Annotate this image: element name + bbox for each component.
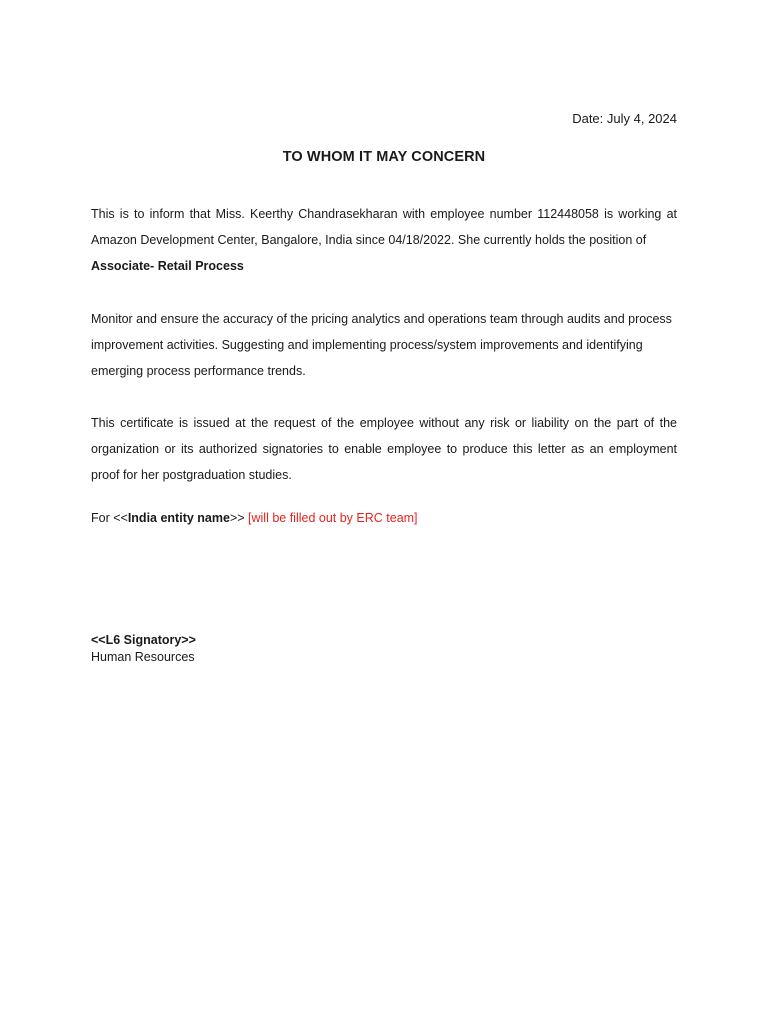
department-label: Human Resources <box>91 650 195 664</box>
entity-prefix: For << <box>91 511 128 525</box>
employment-paragraph <box>91 201 677 279</box>
erc-team-note: [will be filled out by ERC team] <box>248 511 418 525</box>
letter-title: TO WHOM IT MAY CONCERN <box>282 149 486 165</box>
certificate-purpose-paragraph: This certificate is issued at the request of the employee without any risk or liability on the part of the organization or its authorized signatories to enable employee to produce this letter as an employment proof for her postgraduation studies. <box>91 416 677 482</box>
responsibilities-paragraph: Monitor and ensure the accuracy of the pricing analytics and operations team through audits and process improvement activities. Suggesting and implementing process/system improvements and identifying emerging process performance trends. <box>91 312 672 378</box>
letter-date: Date: July 4, 2024 <box>572 111 677 126</box>
entity-line <box>91 510 418 526</box>
position-title: Associate- Retail Process <box>91 259 244 273</box>
entity-name-placeholder: India entity name <box>127 511 230 525</box>
employment-statement: This is to inform that Miss. Keerthy Chandrasekharan with employee number 112448058 is working at Amazon Development Center, Bangalore, India since 04/18/2022. She currently holds the position of <box>91 207 677 247</box>
signatory-placeholder: <<L6 Signatory>> <box>91 633 196 647</box>
entity-suffix: >> <box>229 511 249 525</box>
